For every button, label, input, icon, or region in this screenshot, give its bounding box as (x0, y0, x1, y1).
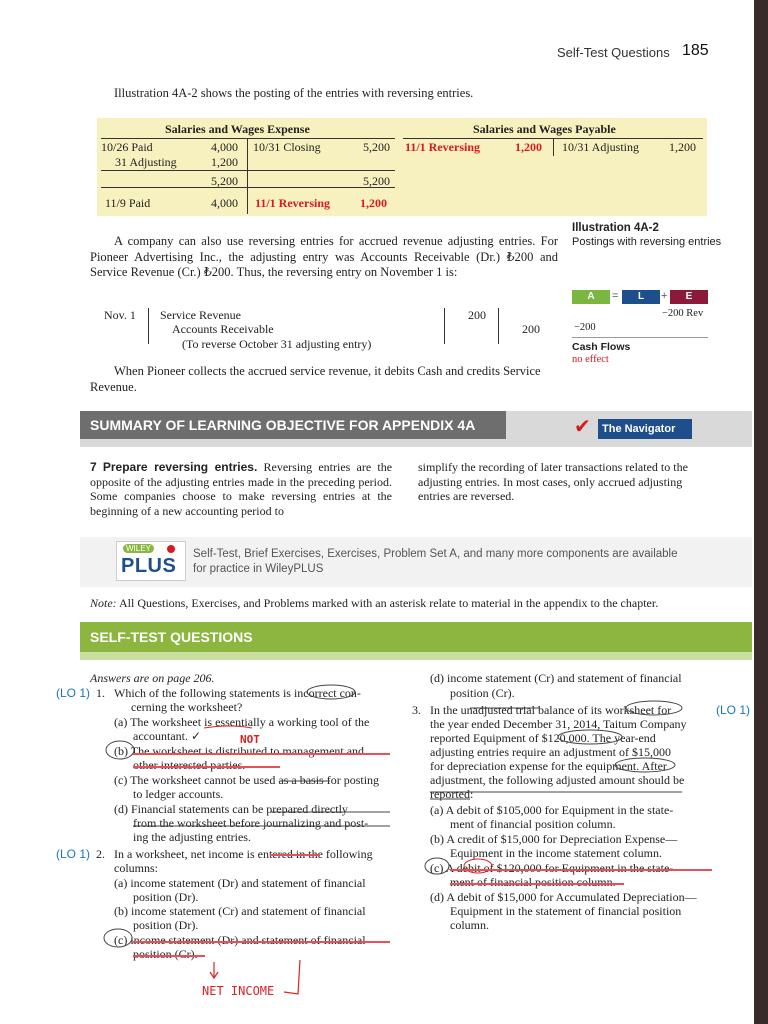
q2-option-a-2: position (Dr). (133, 890, 199, 904)
q2-option-d-1[interactable]: (d) income statement (Cr) and statement of financial (430, 671, 682, 685)
q3-line-1: In the unadjusted trial balance of its worksheet for (430, 703, 672, 717)
summary-title: SUMMARY OF LEARNING OBJECTIVE FOR APPENDIX 4A (90, 417, 476, 433)
q2-option-b-1[interactable]: (b) income statement (Cr) and statement of financial (114, 904, 366, 918)
journal-date: Nov. 1 (104, 308, 136, 322)
ale-equity: E (670, 290, 708, 304)
q3-option-c-2: ment of financial position column. (450, 875, 616, 889)
circle-q3-c (425, 858, 449, 874)
circle-incorrect (307, 685, 355, 699)
q1-option-d-2: from the worksheet before journalizing and post- (133, 816, 369, 830)
q1-stem-2: cerning the worksheet? (131, 700, 243, 714)
q3-option-a-1[interactable]: (a) A debit of $105,000 for Equipment in the state- (430, 803, 674, 817)
q3-line-5: for depreciation expense for the equipment. After (430, 759, 667, 773)
objective-text-right: simplify the recording of later transactions related to the adjusting entries. In most cases, only accrued adjusting entries are reversed. (418, 460, 688, 503)
journal-explanation: (To reverse October 31 adjusting entry) (182, 337, 372, 351)
q2-stem-1: In a worksheet, net income is entered in the following (114, 847, 373, 861)
journal-debit-amt: 200 (468, 308, 486, 322)
intro-paragraph: Illustration 4A-2 shows the posting of the entries with reversing entries. (114, 86, 474, 100)
objective-text-left: Reversing entries are the opposite of the adjusting entries made in the preceding period. Some companies choose to make reversing entries at the beginning of a new accounting period to (90, 460, 393, 518)
te-total-credit: 5,200 (363, 174, 390, 188)
q3-lo: (LO 1) (716, 703, 751, 717)
te-reversing-label: 11/1 Reversing (255, 196, 330, 210)
circle-equipment (615, 758, 675, 772)
q1-option-d-1[interactable]: (d) Financial statements can be prepared directly (114, 802, 348, 816)
cash-flows-value: no effect (572, 354, 609, 365)
ale-assets: A (572, 290, 610, 304)
te-row1-amt: 4,000 (211, 140, 238, 154)
ale-equals: = (612, 290, 619, 302)
circle-option-b (106, 741, 134, 759)
circle-120000 (558, 730, 622, 744)
accrued-revenue-paragraph: A company can also use reversing entries for accrued revenue adjusting entries. For Pioneer Advertising Inc., the adjusting entry was Accounts Receivable (Dr.) ₺200 and Service Revenue (Cr.) ₺200. Thus, the reversing entry on November 1 is: (90, 234, 558, 279)
tp-reversing-amt: 1,200 (515, 140, 542, 154)
navigator-badge[interactable]: The Navigator (598, 419, 692, 439)
te-row2-label: 31 Adjusting (115, 155, 177, 169)
q2-option-d-2: position (Cr). (450, 686, 515, 700)
q2-option-c-2: position (Cr). (133, 947, 198, 961)
ale-plus: + (661, 290, 668, 302)
ale-assets-effect: −200 (574, 322, 596, 333)
te-row4-amt: 4,000 (211, 196, 238, 210)
self-test-title: SELF-TEST QUESTIONS (90, 629, 253, 645)
te-row2-amt: 1,200 (211, 155, 238, 169)
q3-line-6: adjustment, the following adjusted amount should be (430, 773, 685, 787)
q1-option-a-1[interactable]: (a) The worksheet is essentially a working tool of the (114, 715, 370, 729)
journal-debit-account: Service Revenue (160, 308, 241, 322)
ale-liabilities: L (622, 290, 660, 304)
q1-number: 1. (96, 686, 105, 700)
page-number: 185 (682, 42, 709, 59)
t-account-title-payable: Salaries and Wages Payable (473, 122, 616, 136)
q1-option-c-1[interactable]: (c) The worksheet cannot be used as a basis for posting (114, 773, 380, 787)
circle-option-c (104, 929, 132, 947)
illustration-number: Illustration 4A-2 (572, 222, 659, 234)
q1-option-a-2: accountant. ✓ (133, 729, 202, 743)
t-account-title-expense: Salaries and Wages Expense (165, 122, 310, 136)
q3-line-7: reported: (430, 787, 474, 801)
q2-number: 2. (96, 847, 105, 861)
te-row1-credit-amt: 5,200 (363, 140, 390, 154)
running-header: Self-Test Questions (557, 45, 670, 60)
journal-credit-account: Accounts Receivable (172, 322, 274, 336)
q3-option-b-1[interactable]: (b) A credit of $15,000 for Depreciation Expense— (430, 832, 678, 846)
q3-option-d-2: Equipment in the statement of financial position (450, 904, 682, 918)
handwritten-net-income: NET INCOME (202, 984, 275, 998)
checkmark-icon: ✔ (574, 414, 591, 438)
illustration-caption: Postings with reversing entries (572, 236, 722, 248)
te-row1-label: 10/26 Paid (101, 140, 153, 154)
q1-option-b-2: other interested parties. (133, 758, 246, 772)
q3-line-2: the year ended December 31, 2014, Taitum Company (430, 717, 687, 731)
q3-option-d-1[interactable]: (d) A debit of $15,000 for Accumulated Depreciation— (430, 890, 697, 904)
wileyplus-text-1: Self-Test, Brief Exercises, Exercises, Problem Set A, and many more components are available (193, 548, 678, 560)
q3-option-d-3: column. (450, 918, 489, 932)
q3-number: 3. (412, 703, 421, 717)
tp-reversing-label: 11/1 Reversing (405, 140, 480, 154)
collection-paragraph: When Pioneer collects the accrued service revenue, it debits Cash and credits Service Revenue. (90, 364, 541, 394)
q1-stem-1: Which of the following statements is incorrect con- (114, 686, 361, 700)
q1-option-b-1[interactable]: (b) The worksheet is distributed to management and (114, 744, 365, 758)
te-row4-label: 11/9 Paid (105, 196, 151, 210)
te-row1-credit-label: 10/31 Closing (253, 140, 321, 154)
te-total-debit: 5,200 (211, 174, 238, 188)
q2-option-c-1[interactable]: (c) income statement (Dr) and statement of financial (114, 933, 366, 947)
q2-option-a-1[interactable]: (a) income statement (Dr) and statement of financial (114, 876, 366, 890)
q3-option-a-2: ment of financial position column. (450, 817, 616, 831)
q3-line-3: reported Equipment of $120,000. The year-end (430, 731, 656, 745)
q3-option-b-2: Equipment in the income statement column. (450, 846, 662, 860)
tp-adjusting-label: 10/31 Adjusting (562, 140, 640, 154)
note-text: All Questions, Exercises, and Problems marked with an asterisk relate to material in the appendix to the chapter. (119, 596, 659, 610)
objective-heading: Prepare reversing entries. (102, 460, 258, 474)
wiley-logo-bottom: PLUS (121, 555, 177, 577)
objective-number: 7 (90, 460, 97, 474)
wiley-logo-top: WILEY (123, 544, 154, 553)
cash-flows-title: Cash Flows (572, 341, 631, 353)
tp-adjusting-amt: 1,200 (669, 140, 696, 154)
q1-option-d-3: ing the adjusting entries. (133, 830, 251, 844)
q3-option-c-1[interactable]: (c) A debit of $120,000 for Equipment in the state- (430, 861, 674, 875)
note-label: Note: (90, 596, 117, 610)
wileyplus-text-2: for practice in WileyPLUS (193, 563, 324, 575)
te-reversing-amt: 1,200 (360, 196, 387, 210)
q2-option-b-2: position (Dr). (133, 918, 199, 932)
q2-stem-2: columns: (114, 861, 158, 875)
q1-lo: (LO 1) (56, 686, 91, 700)
handwritten-not: NOT (240, 733, 260, 746)
q2-lo: (LO 1) (56, 847, 91, 861)
answers-note: Answers are on page 206. (90, 671, 215, 685)
q1-option-c-2: to ledger accounts. (133, 787, 224, 801)
journal-credit-amt: 200 (522, 322, 540, 336)
ale-equity-effect: −200 Rev (662, 308, 704, 319)
circle-worksheet (626, 701, 682, 715)
q3-line-4: adjusting entries require an adjustment of $15,000 (430, 745, 671, 759)
